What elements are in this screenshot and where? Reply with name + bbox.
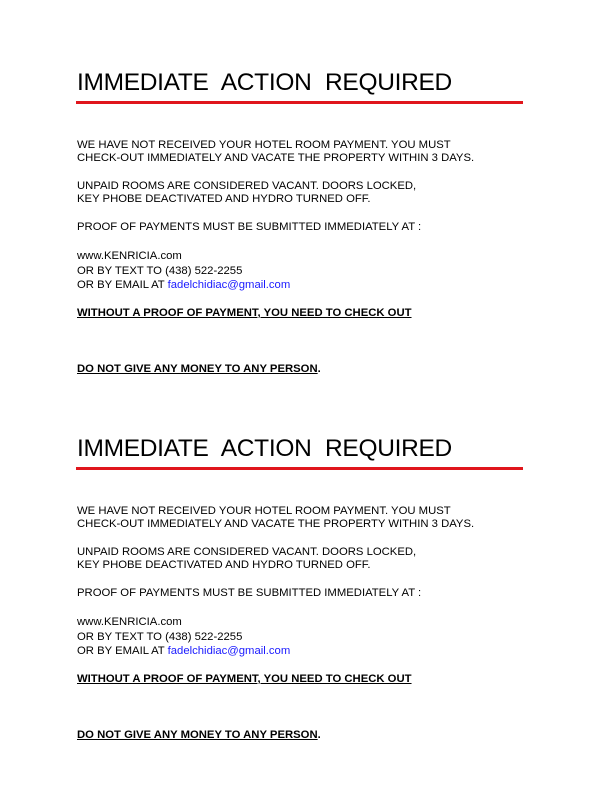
payment-line-1: WE HAVE NOT RECEIVED YOUR HOTEL ROOM PAYMENT. YOU MUST (77, 139, 451, 151)
payment-line-2: CHECK-OUT IMMEDIATELY AND VACATE THE PROPERTY WITHIN 3 DAYS. (77, 152, 475, 164)
money-warning-period: . (317, 363, 321, 375)
website-text: www.KENRICIA.com (77, 616, 182, 628)
proof-line: PROOF OF PAYMENTS MUST BE SUBMITTED IMMEDIATELY AT : (77, 587, 422, 599)
title-divider (76, 467, 523, 470)
notice-bottom (0, 366, 612, 741)
checkout-warning: WITHOUT A PROOF OF PAYMENT, YOU NEED TO CHECK OUT (77, 307, 412, 319)
email-contact-line (77, 278, 290, 292)
proof-line: PROOF OF PAYMENTS MUST BE SUBMITTED IMMEDIATELY AT : (77, 221, 422, 233)
checkout-warning: WITHOUT A PROOF OF PAYMENT, YOU NEED TO CHECK OUT (77, 673, 412, 685)
unpaid-line-2: KEY PHOBE DEACTIVATED AND HYDRO TURNED OFF. (77, 559, 371, 571)
notice-title: IMMEDIATE ACTION REQUIRED (77, 435, 452, 462)
email-prefix: OR BY EMAIL AT (77, 279, 168, 291)
unpaid-line-1: UNPAID ROOMS ARE CONSIDERED VACANT. DOORS LOCKED, (77, 546, 417, 558)
money-warning: DO NOT GIVE ANY MONEY TO ANY PERSON (77, 363, 318, 375)
email-link[interactable]: fadelchidiac@gmail.com (167, 279, 291, 291)
email-link[interactable]: fadelchidiac@gmail.com (167, 645, 291, 657)
payment-line-2: CHECK-OUT IMMEDIATELY AND VACATE THE PROPERTY WITHIN 3 DAYS. (77, 518, 475, 530)
text-contact-line: OR BY TEXT TO (438) 522-2255 (77, 631, 243, 643)
title-divider (76, 101, 523, 104)
unpaid-line-1: UNPAID ROOMS ARE CONSIDERED VACANT. DOORS LOCKED, (77, 180, 417, 192)
money-warning: DO NOT GIVE ANY MONEY TO ANY PERSON (77, 729, 318, 741)
text-contact-line: OR BY TEXT TO (438) 522-2255 (77, 265, 243, 277)
email-prefix: OR BY EMAIL AT (77, 645, 168, 657)
notice-title: IMMEDIATE ACTION REQUIRED (77, 69, 452, 96)
email-contact-line (77, 644, 290, 658)
payment-line-1: WE HAVE NOT RECEIVED YOUR HOTEL ROOM PAYMENT. YOU MUST (77, 505, 451, 517)
money-warning-line (77, 728, 321, 742)
unpaid-line-2: KEY PHOBE DEACTIVATED AND HYDRO TURNED OFF. (77, 193, 371, 205)
notice-top (0, 0, 612, 375)
money-warning-period: . (317, 729, 321, 741)
website-text: www.KENRICIA.com (77, 250, 182, 262)
